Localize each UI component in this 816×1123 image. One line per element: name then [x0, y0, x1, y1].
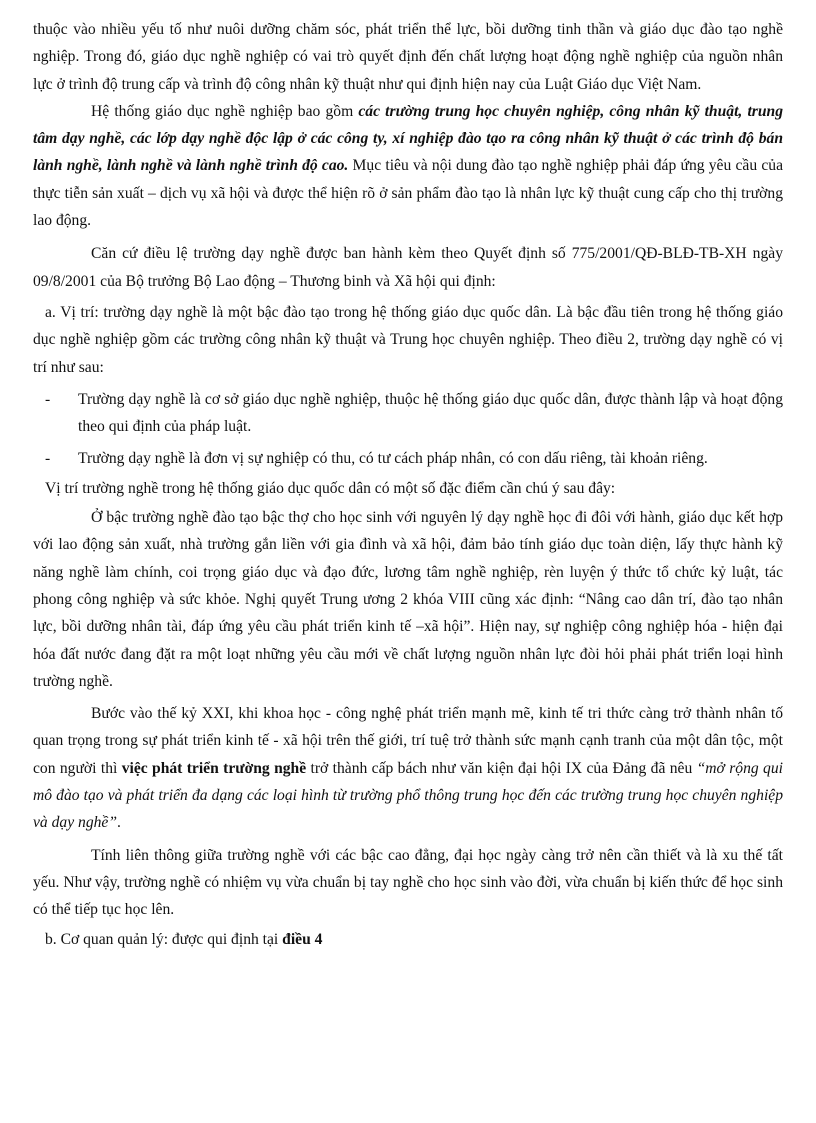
bullet-dash: - [45, 450, 51, 468]
paragraph-interconnection: Tính liên thông giữa trường nghề với các bậc cao đẳng, đại học ngày càng trở nên cần thiết và là xu thế tất yếu. Như vậy, trường nghề có nhiệm vụ vừa chuẩn bị tay nghề cho học sinh vào đời, vừa chuẩn bị kiến thức để học sinh có thể tiếp tục học lên. [33, 846, 783, 919]
paragraph-text: . [117, 814, 121, 832]
paragraph-position-features: Vị trí trường nghề trong hệ thống giáo dục quốc dân có một số đặc điểm cần chú ý sau đây: [45, 479, 616, 497]
paragraph-text: b. Cơ quan quản lý: được qui định tại [45, 930, 283, 948]
paragraph-intro-continued: thuộc vào nhiều yếu tố như nuôi dưỡng chăm sóc, phát triển thể lực, bồi dưỡng tinh thần và giáo dục đào tạo nghề nghiệp. Trong đó, giáo dục nghề nghiệp có vai trò quyết định đến chất lượng hoạt động nghề nghiệp của nguồn nhân lực ở trình độ trung cấp và trình độ công nhân kỹ thuật như qui định hiện nay của Luật Giáo dục Việt Nam. [33, 21, 783, 93]
bullet-dash: - [45, 390, 51, 408]
bold-text: việc phát triển trường nghề [121, 759, 307, 777]
paragraph-21st-century [33, 700, 783, 836]
paragraph-text: Mục tiêu và nội dung đào tạo nghề nghiệp phải đáp ứng yêu cầu của thực tiễn sản xuất – dịch vụ xã hội và được thể hiện rõ ở sản phẩm đào tạo là nhân lực kỹ thuật cung cấp cho thị trường lao động. [33, 157, 783, 230]
paragraph-regulation-basis: Căn cứ điều lệ trường dạy nghề được ban hành kèm theo Quyết định số 775/2001/QĐ-BLĐ-TB-XH ngày 09/8/2001 của Bộ trưởng Bộ Lao động – Thương binh và Xã hội qui định: [33, 245, 783, 290]
document-page [33, 0, 783, 1123]
paragraph-text: Bước vào thế kỷ XXI, khi khoa học - công nghệ phát triển mạnh mẽ, kinh tế tri thức càng trở thành nhân tố quan trọng trong sự phát triển kinh tế - xã hội trên thế giới, trí tuệ trở thành sức mạnh cạnh tranh của một dân tộc, một con người thì [33, 705, 783, 777]
list-item-text: Trường dạy nghề là đơn vị sự nghiệp có thu, có tư cách pháp nhân, có con dấu riêng, tài khoản riêng. [78, 450, 708, 468]
bold-text: điều 4 [282, 930, 323, 948]
paragraph-training-principles: Ở bậc trường nghề đào tạo bậc thợ cho học sinh với nguyên lý dạy nghề học đi đôi với hành, giáo dục kết hợp với lao động sản xuất, nhà trường gắn liền với gia đình và xã hội, đảm bảo tính giáo dục toàn diện, lấy thực hành kỹ năng nghề làm chính, coi trọng giáo dục và đạo đức, lương tâm nghề nghiệp, rèn luyện ý thức tổ chức kỷ luật, tác phong công nghiệp và sức khỏe. Nghị quyết Trung ương 2 khóa VIII cũng xác định: “Nâng cao dân trí, đào tạo nhân lực, bồi dưỡng nhân tài, đáp ứng yêu cầu phát triển kinh tế –xã hội”. Hiện nay, sự nghiệp công nghiệp hóa - hiện đại hóa đất nước đang đặt ra một loạt những yêu cầu mới về chất lượng nguồn nhân lực đòi hỏi phải phát triển loại hình trường nghề. [33, 509, 783, 690]
quoted-italic-text: “mở rộng qui mô đào tạo và phát triển đa dạng các loại hình từ trường phổ thông trung học đến các trường trung học chuyên nghiệp và dạy nghề” [33, 759, 783, 832]
paragraph-vocational-system [33, 98, 783, 234]
paragraph-position-a: a. Vị trí: trường dạy nghề là một bậc đào tạo trong hệ thống giáo dục quốc dân. Là bậc đầu tiên trong hệ thống giáo dục nghề nghiệp gồm các trường công nhân kỹ thuật và Trung học chuyên nghiệp. Theo điều 2, trường dạy nghề có vị trí như sau: [33, 303, 783, 376]
list-item [33, 386, 783, 441]
list-item [33, 445, 783, 472]
paragraph-text: trở thành cấp bách như văn kiện đại hội IX của Đảng đã nêu [306, 759, 697, 777]
emphasized-text: các trường trung học chuyên nghiệp, công nhân kỹ thuật, trung tâm dạy nghề, các lớp dạy nghề độc lập ở các công ty, xí nghiệp đào tạo ra công nhân kỹ thuật ở các trình độ bán lành nghề, lành nghề và lành nghề trình độ cao. [33, 102, 784, 175]
paragraph-management-b [33, 926, 783, 953]
list-item-text: Trường dạy nghề là cơ sở giáo dục nghề nghiệp, thuộc hệ thống giáo dục quốc dân, được thành lập và hoạt động theo qui định của pháp luật. [78, 390, 783, 436]
paragraph-text: Hệ thống giáo dục nghề nghiệp bao gồm [91, 102, 359, 120]
